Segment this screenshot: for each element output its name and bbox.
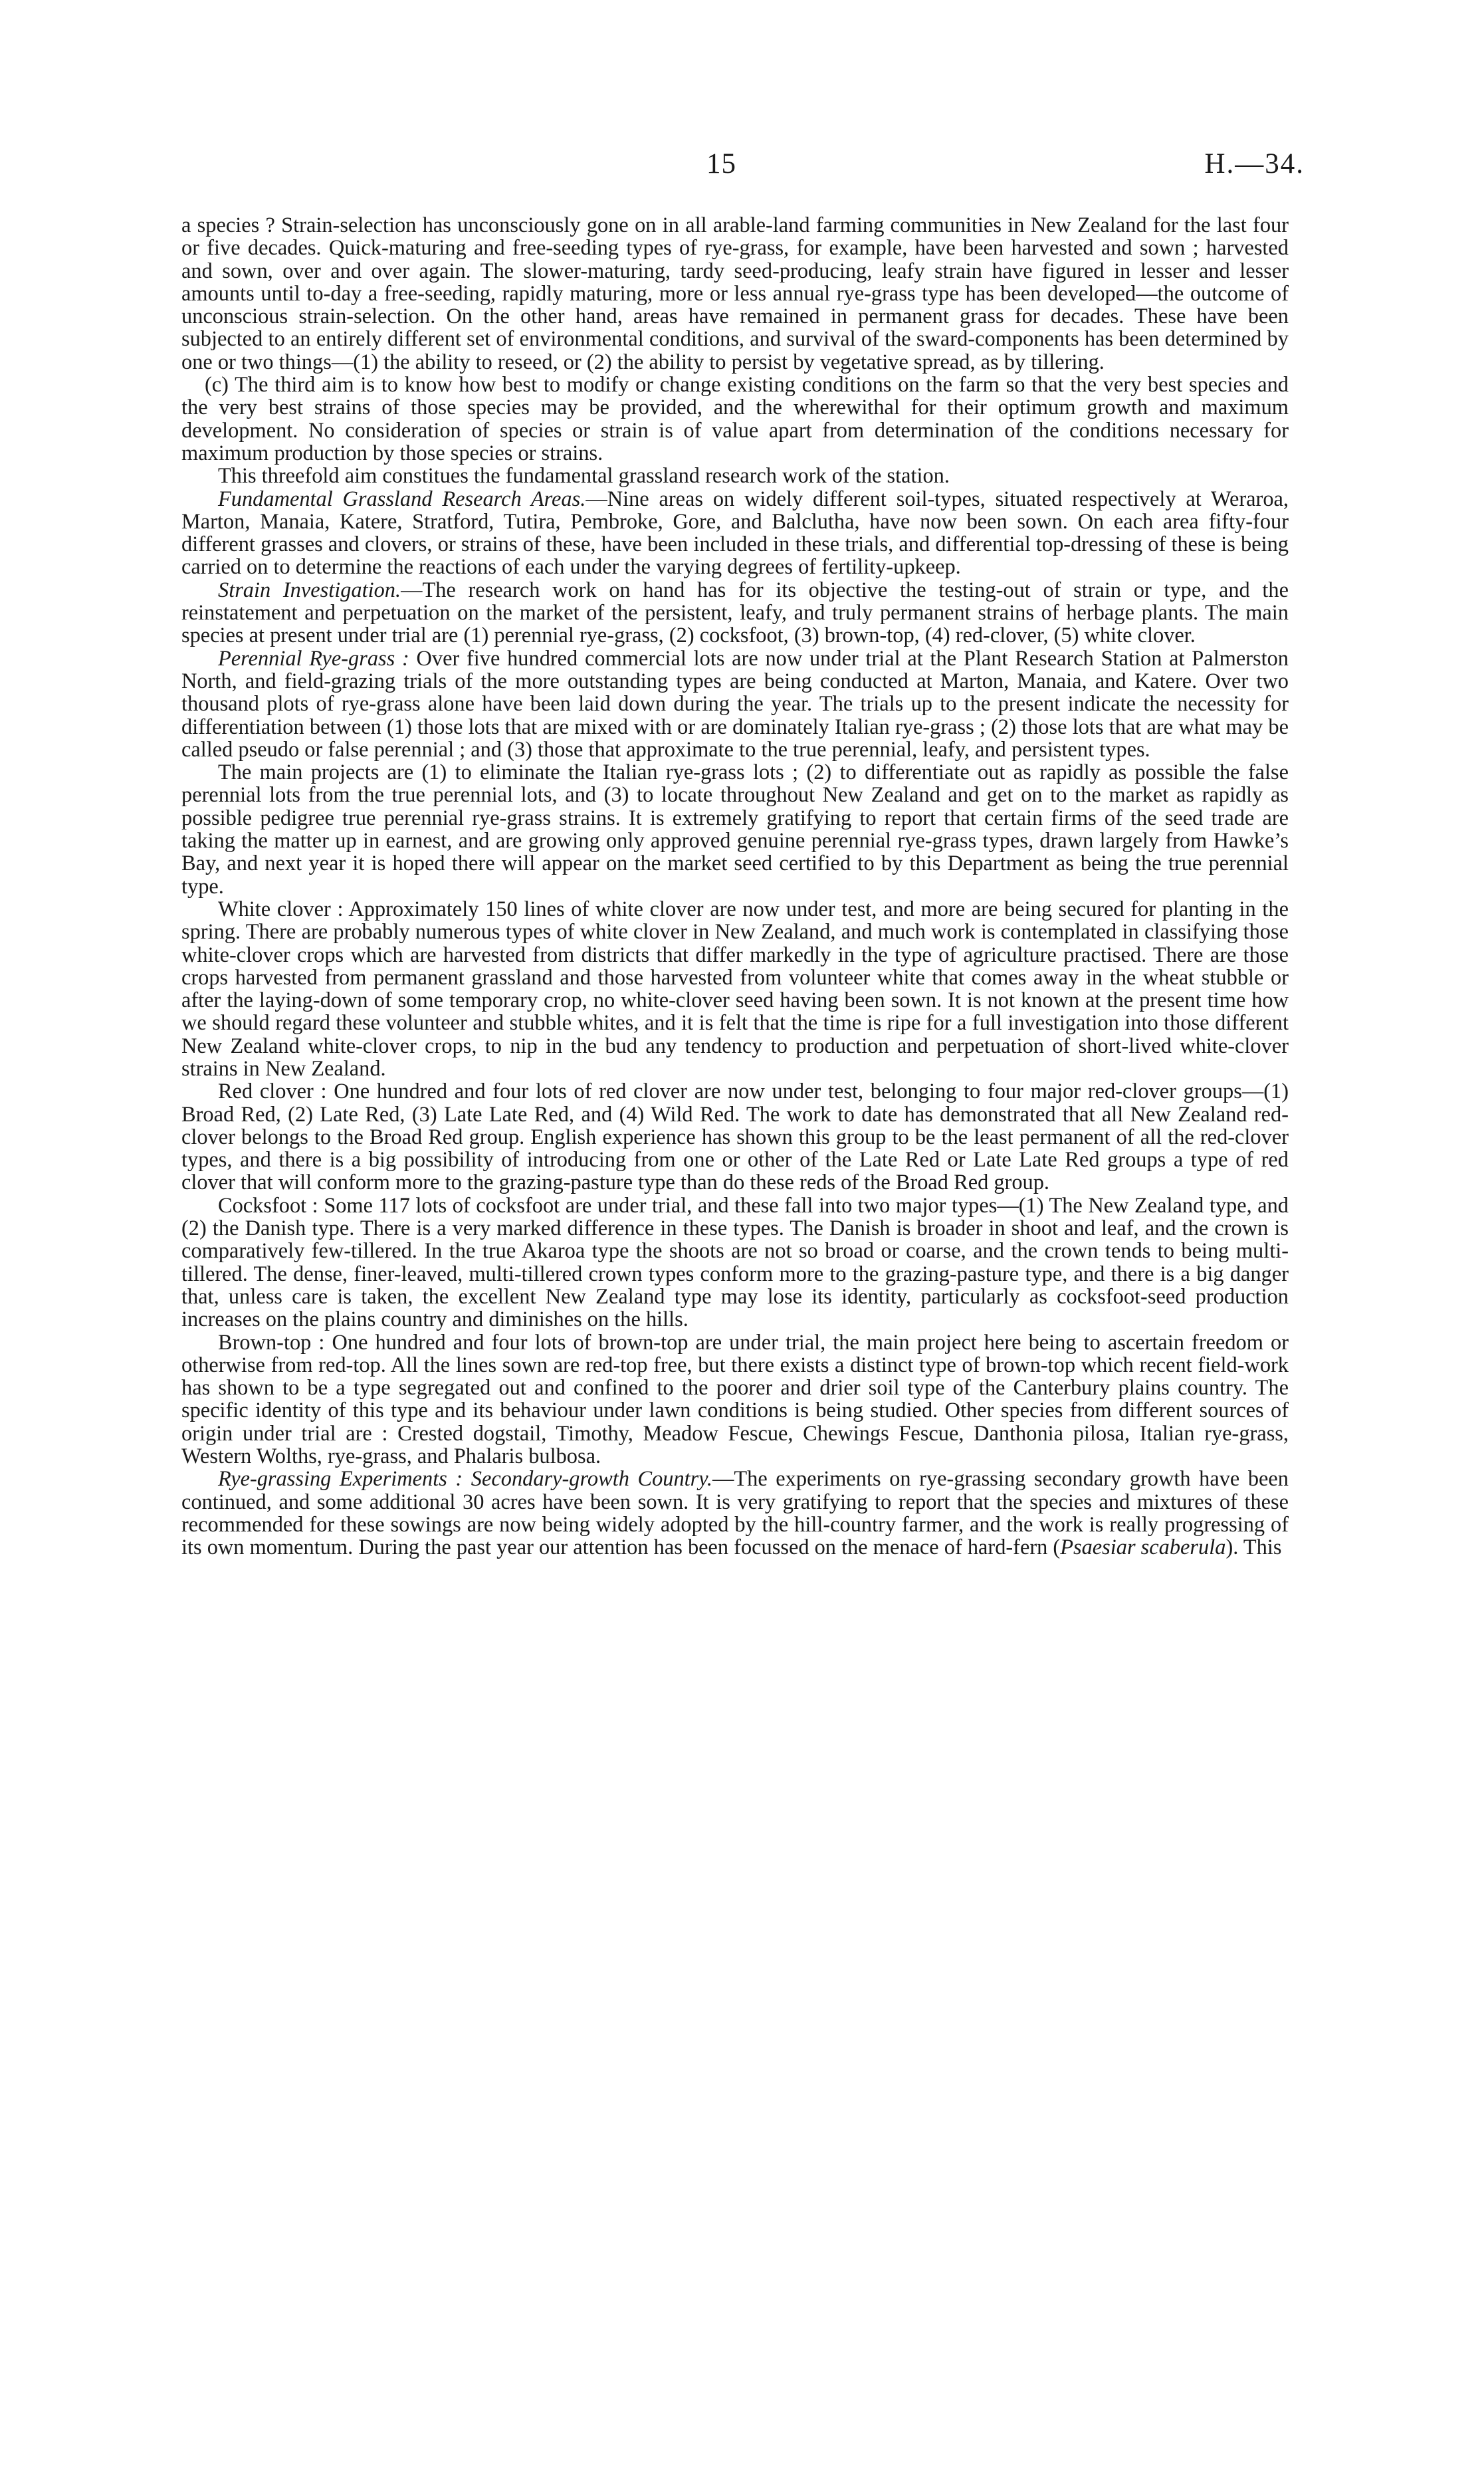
paragraph-text-end: ). This bbox=[1225, 1535, 1282, 1560]
paragraph-text: The main projects are (1) to eliminate the Italian rye-grass lots ; (2) to differentiate out as rapidly as possible the false perennial lots from the true perennial lots, and (3) to locate throughout New Zealand and get on to the market as rapidly as possible pedigree true perennial rye-grass strains. It is extremely gratifying to report that certain firms of the seed trade are taking the matter up in earnest, and are growing only approved genuine perennial rye-grass types, drawn largely from Hawke’s Bay, and next year it is hoped there will appear on the market seed certified to by this Department as being the true perennial type. bbox=[181, 760, 1289, 899]
section-heading: Fundamental Grassland Research Areas. bbox=[218, 487, 586, 511]
paragraph-perennial-rye-grass bbox=[181, 647, 1289, 761]
paragraph-strain-investigation bbox=[181, 579, 1289, 647]
paragraph-text: Cocksfoot : Some 117 lots of cocksfoot are under trial, and these fall into two major types—(1) The New Zealand type, and (2) the Danish type. There is a very marked difference in these types. The Danish is broader in shoot and leaf, and the crown is comparatively few-tillered. In the true Akaroa type the shoots are not so broad or coarse, and the crown tends to being multi-tillered. The dense, finer-leaved, multi-tillered crown types conform more to the grazing-pasture type, and there is a big danger that, unless care is taken, the excellent New Zealand type may lose its identity, particularly as cocksfoot-seed production increases on the plains country and diminishes on the hills. bbox=[181, 1193, 1289, 1332]
paragraph-text: Brown-top : One hundred and four lots of brown-top are under trial, the main project here being to ascertain freedom or otherwise from red-top. All the lines sown are red-top free, but there exists a distinct type of brown-top which recent field-work has shown to be a type segregated out and confined to the poorer and drier soil type of the Canterbury plains country. The specific identity of this type and its behaviour under lawn conditions is being studied. Other species from different sources of origin under trial are : Crested dogstail, Timothy, Meadow Fescue, Chewings Fescue, Danthonia pilosa, Italian rye-grass, Western Wolths, rye-grass, and Phalaris bulbosa. bbox=[181, 1330, 1289, 1469]
section-heading: Rye-grassing Experiments : Secondary-growth Country. bbox=[218, 1467, 712, 1492]
paragraph-text: Over five hundred commercial lots are now under trial at the Plant Research Station at Palmerston North, and field-grazing trials of the more outstanding types are being conducted at Marton, Manaia, and Katere. Over two thousand plots of rye-grass alone have been laid down during the year. The trials up to the present indicate the necessity for differentiation between (1) those lots that are mixed with or are dominately Italian rye-grass ; (2) those lots that are what may be called pseudo or false perennial ; and (3) those that approximate to the true perennial, leafy, and persistent types. bbox=[181, 646, 1289, 762]
paragraph-text: Red clover : One hundred and four lots of red clover are now under test, belonging to four major red-clover groups—(1) Broad Red, (2) Late Red, (3) Late Late Red, and (4) Wild Red. The work to date has demonstrated that all New Zealand red-clover belongs to the Broad Red group. English experience has shown this group to be the least permanent of all the red-clover types, and there is a big possibility of introducing from one or other of the Late Red or Late Late Red groups a type of red clover that will conform more to the grazing-pasture type than do these reds of the Broad Red group. bbox=[181, 1079, 1289, 1195]
paragraph-white-clover bbox=[181, 898, 1289, 1080]
page-header bbox=[0, 148, 1484, 187]
paragraph-text: a species ? Strain-selection has unconsciously gone on in all arable-land farming communities in New Zealand for the last four or five decades. Quick-maturing and free-seeding types of rye-grass, for example, have been harvested and sown ; harvested and sown, over and over again. The slower-maturing, tardy seed-producing, leafy strain have figured in lesser and lesser amounts until to-day a free-seeding, rapidly maturing, more or less annual rye-grass type has been developed—the outcome of unconscious strain-selection. On the other hand, areas have remained in permanent grass for decades. These have been subjected to an entirely different set of environmental conditions, and survival of the sward-components has been determined by one or two things—(1) the ability to reseed, or (2) the ability to persist by vegetative spread, as by tillering. bbox=[181, 213, 1289, 374]
paragraph-threefold-aim bbox=[181, 465, 1289, 487]
report-body bbox=[181, 214, 1289, 1559]
paragraph-text: White clover : Approximately 150 lines of white clover are now under test, and more are being secured for planting in the spring. There are probably numerous types of white clover in New Zealand, and much work is contemplated in classifying those white-clover crops which are harvested from districts that differ markedly in the type of agriculture practised. There are those crops harvested from permanent grassland and those harvested from volunteer white that comes away in the wheat stubble or after the laying-down of some temporary crop, no white-clover seed having been sown. It is not known at the present time how we should regard these volunteer and stubble whites, and it is felt that the time is ripe for a full investigation into those different New Zealand white-clover crops, to nip in the bud any tendency to production and perpetuation of short-lived white-clover strains in New Zealand. bbox=[181, 897, 1289, 1081]
paragraph-text: —The research work on hand has for its objective the testing-out of strain or type, and the reinstatement and perpetuation on the market of the persistent, leafy, and truly permanent strains of herbage plants. The main species at present under trial are (1) perennial rye-grass, (2) cocksfoot, (3) brown-top, (4) red-clover, (5) white clover. bbox=[181, 578, 1289, 648]
paragraph-third-aim bbox=[181, 374, 1289, 465]
paragraph-cocksfoot bbox=[181, 1194, 1289, 1331]
paragraph-text: —The experiments on rye-grassing secondary growth have been continued, and some additional 30 acres have been sown. It is very gratifying to report that the species and mixtures of these recommended for these sowings are now being widely adopted by the hill-country farmer, and the work is really progressing of its own momentum. During the past year our attention has been focussed on the menace of hard-fern ( bbox=[181, 1467, 1289, 1560]
section-heading: Perennial Rye-grass : bbox=[218, 646, 409, 671]
paragraph-main-projects bbox=[181, 761, 1289, 898]
paragraph-fundamental-research-areas bbox=[181, 488, 1289, 579]
paragraph-text: (c) The third aim is to know how best to modify or change existing conditions on the farm so that the very best species and the very best strains of those species may be provided, and the wherewithal for their optimum growth and maximum development. No consideration of species or strain is of value apart from determination of the conditions necessary for maximum production by those species or strains. bbox=[181, 373, 1289, 465]
paragraph-rye-grassing-experiments bbox=[181, 1468, 1289, 1559]
paragraph-brown-top bbox=[181, 1331, 1289, 1468]
paragraph-text: —Nine areas on widely different soil-types, situated respectively at Weraroa, Marton, Manaia, Katere, Stratford, Tutira, Pembroke, Gore, and Balclutha, have now been sown. On each area fifty-four different grasses and clovers, or strains of these, have been included in these trials, and differential top-dressing of these is being carried on to determine the reactions of each under the varying degrees of fertility-upkeep. bbox=[181, 487, 1289, 580]
paragraph-text: This threefold aim constitues the fundamental grassland research work of the station. bbox=[218, 464, 950, 489]
document-code: H.—34. bbox=[1204, 148, 1305, 179]
paragraph-species-strain-selection bbox=[181, 214, 1289, 374]
paragraph-red-clover bbox=[181, 1080, 1289, 1194]
species-name: Psaesiar scaberula bbox=[1060, 1535, 1226, 1560]
page-number: 15 bbox=[706, 148, 736, 179]
section-heading: Strain Investigation. bbox=[218, 578, 401, 602]
